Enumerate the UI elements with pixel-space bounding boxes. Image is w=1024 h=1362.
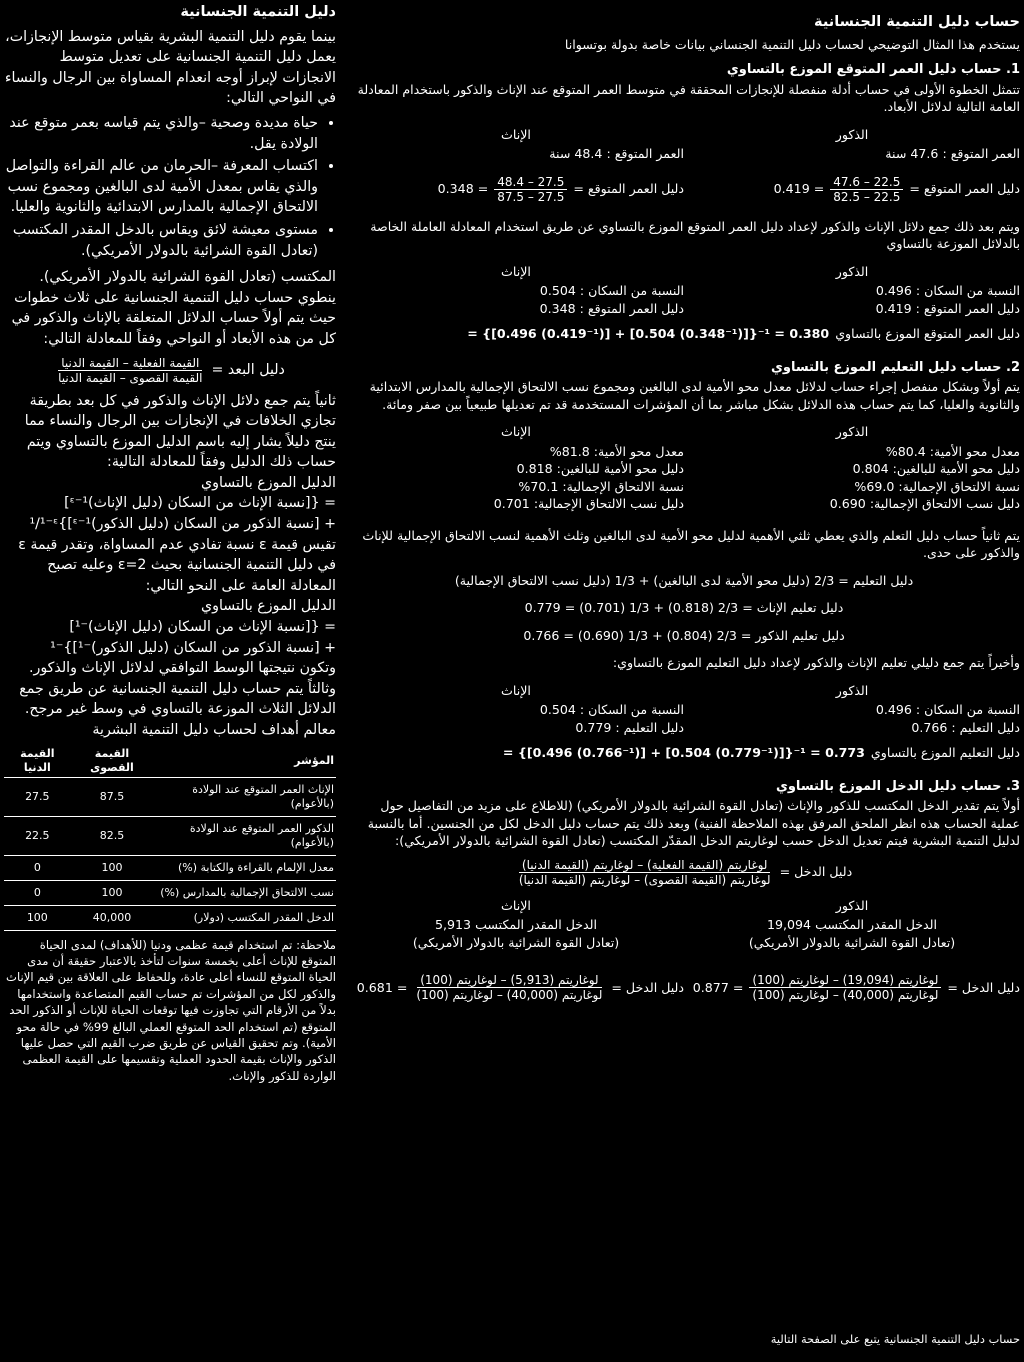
fraction-denominator: لوغاريتم (40,000) – لوغاريتم (100) xyxy=(416,988,603,1002)
table-header-row xyxy=(4,745,336,778)
female-income-index-result: = 0.681 xyxy=(356,979,408,995)
table-row xyxy=(4,855,336,880)
section-3-title: 3. حساب دليل الدخل الموزع بالتساوي xyxy=(775,778,1020,794)
female-income-index-label: دليل الدخل = xyxy=(611,979,684,995)
male-literacy-rate: معدل محو الأمية: 80.4% xyxy=(885,443,1020,459)
female-population-share: النسبة من السكان : 0.504 xyxy=(539,283,684,298)
female-income-ppp-note: (تعادل القوة الشرائية بالدولار الأمريكي) xyxy=(412,934,620,950)
education-index-values xyxy=(348,719,1020,737)
education-equal-index-equation xyxy=(348,744,1020,762)
male-income-fraction xyxy=(749,973,941,1002)
male-income-ppp-note: (تعادل القوة الشرائية بالدولار الأمريكي) xyxy=(748,934,956,950)
male-life-index-formula xyxy=(684,175,1020,204)
min-cell: 0 xyxy=(4,855,71,880)
male-education-values xyxy=(684,443,1020,513)
female-population-share: النسبة من السكان : 0.504 xyxy=(539,702,684,717)
female-literacy-rate: معدل محو الأمية: 81.8% xyxy=(549,443,684,459)
male-population-share: النسبة من السكان : 0.496 xyxy=(875,283,1020,298)
formula-1-line-2: = {[نسبة الإناث من السكان (دليل الإناث)¹⁻ᵋ] xyxy=(64,495,336,512)
indicator-cell: الدخل المقدر المكتسب (دولار) xyxy=(153,905,336,930)
female-education-index: دليل التعليم : 0.779 xyxy=(575,719,684,735)
male-label: الذكور xyxy=(835,126,869,142)
dimension-index-formula xyxy=(4,356,336,385)
income-index-calcs xyxy=(348,967,1020,1008)
fraction-numerator: لوغاريتم (القيمة الفعلية) – لوغاريتم (القيمة الدنيا) xyxy=(519,858,771,873)
section-1-text-2: ويتم بعد ذلك جمع دلائل الإناث والذكور لإعداد دليل العمر المتوقع الموزع بالتساوي عن طريق استخدام المعادلة العاملة الخاصة بالدلائل الموزعة بالتساوي xyxy=(370,218,1020,251)
harmonic-mean-text: وتكون نتيجتها الوسط التوافقي لدلائل الإناث والذكور. xyxy=(28,660,336,677)
female-life-index-result: = 0.348 xyxy=(437,181,489,197)
column-divider xyxy=(352,0,353,1362)
life-index-values xyxy=(348,300,1020,318)
column-header-indicator: المؤشر xyxy=(153,745,336,778)
definition-column xyxy=(0,0,340,1084)
income-values xyxy=(348,916,1020,951)
male-income-value: الدخل المقدر المكتسب 19,094 xyxy=(766,917,937,932)
fraction-denominator: القيمة القصوى – القيمة الدنيا xyxy=(58,370,203,385)
fraction-denominator: 87.5 – 27.5 xyxy=(497,189,565,204)
female-label: الإناث xyxy=(501,263,531,279)
fraction-numerator: لوغاريتم (5,913) – لوغاريتم (100) xyxy=(417,973,601,988)
male-income xyxy=(684,916,1020,951)
max-cell: 40,000 xyxy=(71,905,154,930)
gender-labels-4 xyxy=(348,682,1020,700)
income-index-formula xyxy=(348,858,1020,887)
dimension-list xyxy=(4,113,336,261)
male-enrolment-ratio: نسبة الالتحاق الإجمالية: 69.0% xyxy=(854,478,1020,494)
min-cell: 100 xyxy=(4,905,71,930)
female-income-value: الدخل المقدر المكتسب 5,913 xyxy=(435,917,597,932)
fraction-numerator: 47.6 – 22.5 xyxy=(830,175,903,190)
table-note: ملاحظة: تم استخدام قيمة عظمى ودنيا (للأهداف) لمدى الحياة المتوقع للإناث أعلى بخمسة سنوات لتأخذ بالاعتبار حقيقة أن مدى الحياة المتوقع للنساء أعلى عادة، وللحفاظ على العلاقة بين قيم الإناث والذكور لكل من المؤشرات تم حساب القيم المتصاعدة واستخدامها بدلاً من الأرقام التي تجاوزت فيها توقعات الحياة للإناث أو الذكور الحد المتوقع (تم استخدام الحد المتوقع العملي البالغ 99% في حالة محو الأمية). وتم تحقيق القياس عن طريق ضرب القيم التي حصل عليها الذكور والإناث بقيمة الحدود العملية وتقسيمها على القيمة العظمى الواردة للذكور والإناث. xyxy=(6,937,336,1083)
female-enrolment-ratio: نسبة الالتحاق الإجمالية: 70.1% xyxy=(518,478,684,494)
male-life-index-fraction xyxy=(830,175,903,204)
fraction-denominator: لوغاريتم (القيمة القصوى) – لوغاريتم (القيمة الدنيا) xyxy=(518,872,771,887)
indicator-cell: الذكور العمر المتوقع عند الولادة (بالأعوام) xyxy=(153,816,336,855)
female-life-index: دليل العمر المتوقع : 0.348 xyxy=(539,300,684,316)
fraction-numerator: القيمة الفعلية – القيمة الدنيا xyxy=(58,356,202,371)
fraction-numerator: لوغاريتم (19,094) – لوغاريتم (100) xyxy=(749,973,941,988)
male-income-index-label: دليل الدخل = xyxy=(947,979,1020,995)
min-cell: 0 xyxy=(4,880,71,905)
equation-label: دليل التعليم الموزع بالتساوي xyxy=(870,745,1020,760)
male-label: الذكور xyxy=(835,263,869,279)
goals-table xyxy=(4,745,336,931)
table-row xyxy=(4,816,336,855)
section-1-title: 1. حساب دليل العمر المتوقع الموزع بالتساوي xyxy=(726,62,1020,77)
education-population-share xyxy=(348,701,1020,719)
female-education-index-calc: دليل تعليم الإناث = 2/3 (0.818) + 1/3 (0.701) = 0.779 xyxy=(524,600,844,615)
formula-1-line-3: + [نسبة الذكور من السكان (دليل الذكور)¹⁻ᵋ]}¹/¹⁻ᵋ xyxy=(29,516,336,533)
list-item: • اكتساب المعرفة –الحرمان من عالم القراءة والتواصل والذي يقاس بمعدل الأمية لدى البالغين ومجموع نسب الالتحاق الإجمالية بالمدارس الابتدائية والثانوية والعليا. xyxy=(4,156,318,218)
gender-labels xyxy=(348,126,1020,144)
max-cell: 100 xyxy=(71,855,154,880)
life-index-formulas xyxy=(348,169,1020,210)
continued-note: حساب دليل التنمية الجنسانية يتبع على الصفحة التالية xyxy=(770,1332,1020,1346)
male-label: الذكور xyxy=(835,424,869,439)
male-income-index-result: = 0.877 xyxy=(692,979,744,995)
female-life-index-formula xyxy=(348,175,684,204)
indicator-cell: الإناث العمر المتوقع عند الولادة (بالأعوام) xyxy=(153,777,336,816)
gdi-steps-text: المكتسب (تعادل القوة الشرائية بالدولار الأمريكي). ينطوي حساب دليل التنمية الجنسانية على ثلاث خطوات حيث يتم أولاً حساب الدلائل المتعلقة بالإناث والذكور في كل من هذه الأبعاد أو النواحي وفقاً للمعادلة التالي: xyxy=(11,269,336,347)
section-2-title: 2. حساب دليل التعليم الموزع بالتساوي xyxy=(770,359,1020,375)
fraction-denominator: 82.5 – 22.5 xyxy=(833,189,901,204)
formula-2-line-3: + [نسبة الذكور من السكان (دليل الذكور)⁻¹]}⁻¹ xyxy=(50,639,336,656)
female-life-index-label: دليل العمر المتوقع = xyxy=(573,181,684,197)
male-life-expectancy: العمر المتوقع : 47.6 سنة xyxy=(885,146,1020,161)
life-expectancy-values xyxy=(348,145,1020,163)
example-title: حساب دليل التنمية الجنسانية xyxy=(814,14,1020,30)
section-2-text-3: وأخيراً يتم جمع دليلي تعليم الإناث والذكور لإعداد دليل التعليم الموزع بالتساوي: xyxy=(612,655,1020,670)
male-enrolment-index: دليل نسب الالتحاق الإجمالية: 0.690 xyxy=(829,496,1020,511)
male-population-share: النسبة من السكان : 0.496 xyxy=(875,702,1020,717)
equation-label: دليل العمر المتوقع الموزع بالتساوي xyxy=(835,326,1020,341)
male-life-index: دليل العمر المتوقع : 0.419 xyxy=(875,300,1020,316)
formula-1-line-1: الدليل الموزع بالتساوي xyxy=(200,474,336,491)
female-income-index-calc xyxy=(348,973,684,1002)
female-label: الإناث xyxy=(501,126,531,142)
gdi-title: دليل التنمية الجنسانية xyxy=(180,4,336,20)
female-income-fraction xyxy=(413,973,605,1002)
male-life-index-label: دليل العمر المتوقع = xyxy=(909,181,1020,197)
gdi-intro: بينما يقوم دليل التنمية البشرية بقياس متوسط الإنجازات، يعمل دليل التنمية الجنسانية على تعديل متوسط الانجازات لإبراز أوجه انعدام المساواة بين الرجال والنساء في النواحي التالي: xyxy=(4,28,336,107)
formula-2-line-2: = {[نسبة الإناث من السكان (دليل الإناث)⁻¹] xyxy=(69,619,336,636)
worked-example-column xyxy=(344,0,1024,1008)
income-index-fraction xyxy=(516,858,774,887)
formula-2-line-1: الدليل الموزع بالتساوي xyxy=(200,598,336,615)
table-row xyxy=(4,905,336,930)
gdi-step-3-text: وثالثاً يتم حساب دليل التنمية الجنسانية عن طريق جمع الدلائل الثلاث الموزعة بالتساوي في وسط غير مرجح. xyxy=(19,680,336,718)
gender-labels-3 xyxy=(348,423,1020,441)
female-label: الإناث xyxy=(501,682,531,698)
dimension-index-label: دليل البعد = xyxy=(211,361,285,378)
fraction-denominator: لوغاريتم (40,000) – لوغاريتم (100) xyxy=(752,988,939,1002)
population-share-values xyxy=(348,282,1020,300)
example-intro: يستخدم هذا المثال التوضيحي لحساب دليل التنمية الجنساني بيانات خاصة بدولة بوتسوانا xyxy=(564,36,1020,52)
male-literacy-index: دليل محو الأمية للبالغين: 0.804 xyxy=(852,461,1020,476)
gender-labels-5 xyxy=(348,897,1020,915)
goals-table-title: معالم أهداف لحساب دليل التنمية البشرية xyxy=(92,722,336,738)
dimension-index-fraction xyxy=(55,356,205,385)
literacy-enrolment-values xyxy=(348,443,1020,513)
male-label: الذكور xyxy=(835,897,869,913)
column-header-min: القيمة الدنيا xyxy=(4,745,71,778)
female-life-expectancy: العمر المتوقع : 48.4 سنة xyxy=(549,146,684,161)
male-life-index-result: = 0.419 xyxy=(773,181,825,197)
equation-body: = {[0.496 (0.766⁻¹)] + [0.504 (0.779⁻¹)]}⁻¹ = 0.773 xyxy=(502,745,865,760)
table-row xyxy=(4,880,336,905)
section-3-text: أولاً يتم تقدير الدخل المكتسب للذكور والإناث (تعادل القوة الشرائية بالدولار الأمريكي) (للاطلاع على مزيد من التفاصيل حول عملية الحساب هذه انظر الملحق المرفق بهذه الملاحظة الفنية) وبعد ذلك يتم حساب دليل الدخل لكل من الجنسين. أما بالنسبة لدليل التنمية البشرية فيتم تعديل الدخل حسب لوغاريتم الدخل المقدّر المكتسب (تعادل القوة الشرائية بالدولار الأمريكي): xyxy=(367,798,1020,848)
education-index-formula: دليل التعليم = 2/3 (دليل محو الأمية لدى البالغين) + 1/3 (دليل نسب الالتحاق الإجمالية) xyxy=(454,572,914,588)
max-cell: 82.5 xyxy=(71,816,154,855)
min-cell: 27.5 xyxy=(4,777,71,816)
female-label: الإناث xyxy=(501,424,531,439)
gdi-step-2-text: ثانياً يتم جمع دلائل الإناث والذكور في كل بعد بطريقة تجازي الخلافات في الإنجازات بين الرجال والنساء مما ينتج دليلاً يشار إليه باسم الدليل الموزع بالتساوي ويتم حساب ذلك الدليل وفقاً للمعادلة التالية: xyxy=(24,392,336,471)
fraction-numerator: 48.4 – 27.5 xyxy=(494,175,567,190)
indicator-cell: نسب الالتحاق الإجمالية بالمدارس (%) xyxy=(153,880,336,905)
male-education-index-calc: دليل تعليم الذكور = 2/3 (0.804) + 1/3 (0.690) = 0.766 xyxy=(523,627,845,643)
female-enrolment-index: دليل نسب الالتحاق الإجمالية: 0.701 xyxy=(493,496,684,511)
indicator-cell: معدل الإلمام بالقراءة والكتابة (%) xyxy=(153,855,336,880)
life-equal-index-equation xyxy=(348,325,1020,343)
column-header-max: القيمة القصوى xyxy=(71,745,154,778)
male-income-index-calc xyxy=(684,973,1020,1002)
list-item: • مستوى معيشة لائق ويقاس بالدخل المقدر المكتسب (تعادل القوة الشرائية بالدولار الأمريكي). xyxy=(4,220,318,261)
female-education-values xyxy=(348,443,684,513)
table-row xyxy=(4,777,336,816)
epsilon-text: تقيس قيمة ε نسبة تفادي عدم المساواة، وتقدر قيمة ε في دليل التنمية الجنسانية بحيث 2=ε وعليه تصبح المعادلة العامة على النحو التالي: xyxy=(18,536,336,594)
section-2-text-2: يتم ثانياً حساب دليل التعلم والذي يعطي ثلثي الأهمية لدليل محو الأمية لدى البالغين وثلث الأهمية لنسب الالتحاق الإجمالية للإناث والذكور على حدى. xyxy=(362,527,1020,560)
gender-labels-2 xyxy=(348,263,1020,281)
section-1-text: تتمثل الخطوة الأولى في حساب أدلة منفصلة للإنجازات المحققة في متوسط العمر المتوقع عند الإناث والذكور باستخدام المعادلة العامة التالية لدلائل الأبعاد. xyxy=(357,81,1020,114)
max-cell: 100 xyxy=(71,880,154,905)
income-index-label: دليل الدخل = xyxy=(779,864,853,880)
female-life-index-fraction xyxy=(494,175,567,204)
female-label: الإناث xyxy=(501,897,531,913)
list-item: • حياة مديدة وصحية –والذي يتم قياسه بعمر متوقع عند الولادة يقل. xyxy=(4,113,318,154)
max-cell: 87.5 xyxy=(71,777,154,816)
male-education-index: دليل التعليم : 0.766 xyxy=(911,719,1020,735)
female-income xyxy=(348,916,684,951)
equation-body: = {[0.496 (0.419⁻¹)] + [0.504 (0.348⁻¹)]}⁻¹ = 0.380 xyxy=(467,326,830,341)
female-literacy-index: دليل محو الأمية للبالغين: 0.818 xyxy=(516,461,684,476)
section-2-text: يتم أولاً وبشكل منفصل إجراء حساب لدلائل معدل محو الأمية لدى البالغين ومجموع نسب الالتحاق الإجمالية بالمدارس الابتدائية والثانوية والعليا، كما يتم حساب هذه الدلائل بشكل مباشر بما أن المؤشرات المستخدمة قد تم تعديلها طبيعياً بين صفر ومائة. xyxy=(369,379,1020,412)
min-cell: 22.5 xyxy=(4,816,71,855)
male-label: الذكور xyxy=(835,682,869,698)
